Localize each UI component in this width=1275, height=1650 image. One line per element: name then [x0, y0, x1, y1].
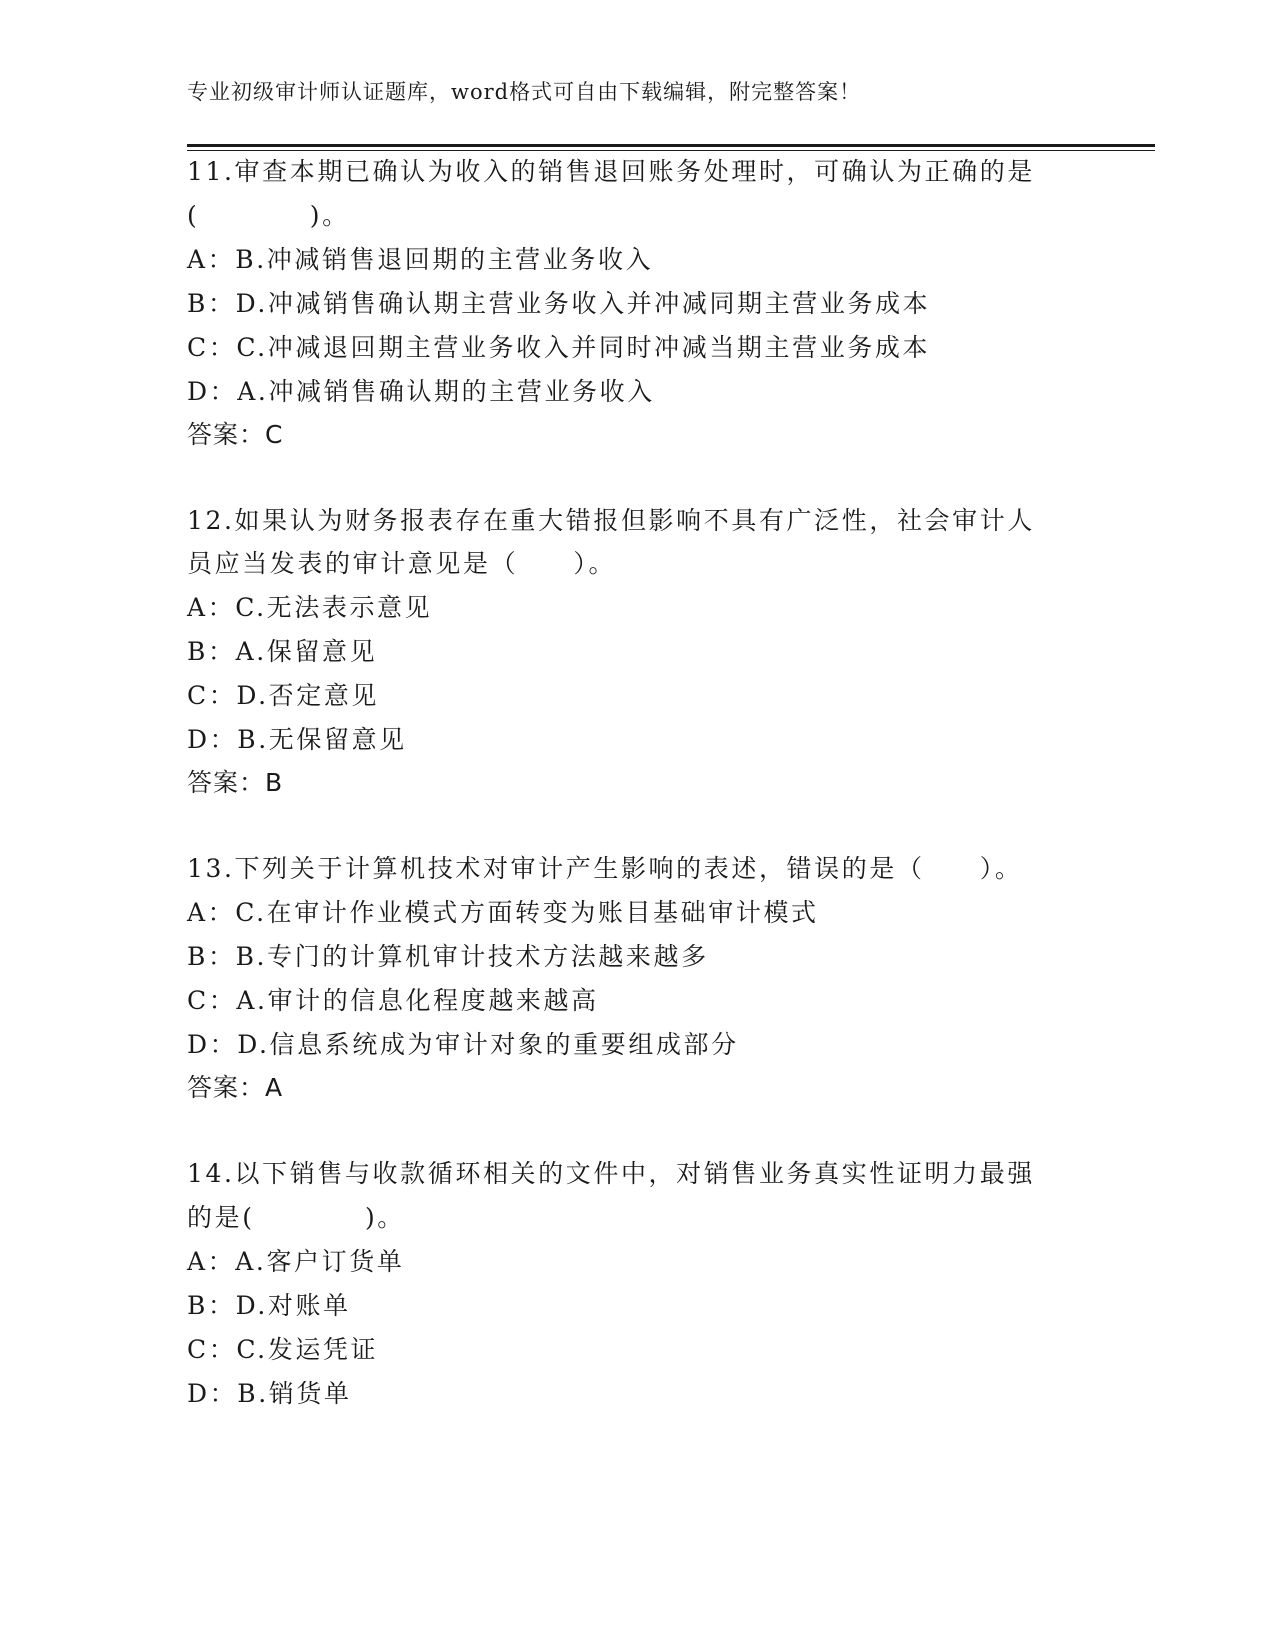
question-11-option-c: C：C.冲减退回期主营业务收入并同时冲减当期主营业务成本: [187, 333, 931, 362]
question-11-stem-line2: ( )。: [187, 201, 350, 230]
header-rule-thin: [187, 150, 1155, 151]
header-rule-thick: [187, 144, 1155, 147]
question-14-option-b: B：D.对账单: [187, 1291, 351, 1320]
question-11-answer: 答案：C: [187, 420, 284, 449]
question-12-stem-line1: 12.如果认为财务报表存在重大错报但影响不具有广泛性，社会审计人: [187, 506, 1035, 535]
question-12-option-c: C：D.否定意见: [187, 681, 380, 710]
question-13-option-c: C：A.审计的信息化程度越来越高: [187, 986, 599, 1015]
question-13-stem-line1: 13.下列关于计算机技术对审计产生影响的表述，错误的是（ ）。: [187, 854, 1023, 883]
question-12-option-d: D：B.无保留意见: [187, 725, 407, 754]
question-12-option-b: B：A.保留意见: [187, 637, 378, 666]
question-11-option-b: B：D.冲减销售确认期主营业务收入并冲减同期主营业务成本: [187, 289, 931, 318]
question-14-option-d: D：B.销货单: [187, 1379, 352, 1408]
question-14-option-a: A：A.客户订货单: [187, 1247, 405, 1276]
question-11-option-d: D：A.冲减销售确认期的主营业务收入: [187, 377, 655, 406]
question-11-stem-line1: 11.审查本期已确认为收入的销售退回账务处理时，可确认为正确的是: [187, 157, 1035, 186]
question-13-answer: 答案：A: [187, 1073, 284, 1102]
question-14-stem-line2: 的是( )。: [187, 1203, 405, 1232]
question-12-option-a: A：C.无法表示意见: [187, 593, 433, 622]
page-header: 专业初级审计师认证题库，word格式可自由下载编辑，附完整答案！: [187, 80, 862, 104]
question-12-stem-line2: 员应当发表的审计意见是（ ）。: [187, 549, 617, 578]
question-14-stem-line1: 14.以下销售与收款循环相关的文件中，对销售业务真实性证明力最强: [187, 1159, 1035, 1188]
question-14-option-c: C：C.发运凭证: [187, 1335, 379, 1364]
question-13-option-a: A：C.在审计作业模式方面转变为账目基础审计模式: [187, 898, 819, 927]
question-13-option-d: D：D.信息系统成为审计对象的重要组成部分: [187, 1030, 739, 1059]
question-11-option-a: A：B.冲减销售退回期的主营业务收入: [187, 245, 654, 274]
question-12-answer: 答案：B: [187, 768, 284, 797]
question-13-option-b: B：B.专门的计算机审计技术方法越来越多: [187, 942, 709, 971]
